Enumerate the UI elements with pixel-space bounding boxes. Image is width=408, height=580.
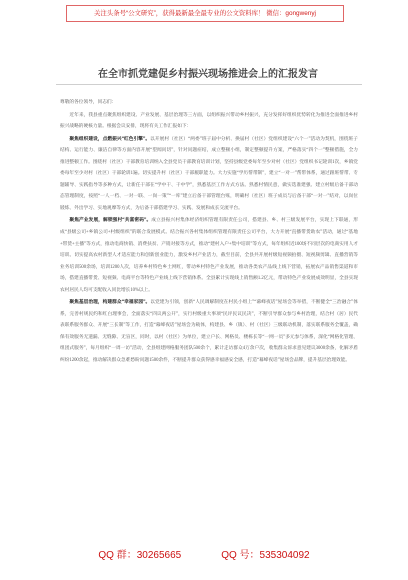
title-divider bbox=[56, 84, 362, 85]
salutation: 尊敬的各位领导，同志们： bbox=[60, 100, 117, 105]
promo-banner-text: 关注头条号“公文研究”，获得最新最全最专业的公文资料库！ 微信：gongwenyj bbox=[94, 10, 316, 17]
paragraph-text: 近年来，我县重点聚焦组织建设、产业发展、基层治理等三方面，以组织振兴带动乡村振兴，充分发挥好组织优势转化为推进全面推进乡村振兴战略的硬核力量。根据会议安排，现将有关工作汇报如下： bbox=[60, 112, 358, 130]
paragraph-industry bbox=[60, 215, 358, 296]
contact-footer bbox=[0, 546, 408, 561]
promo-banner bbox=[66, 5, 344, 22]
paragraph-text: 成立县振兴村集体经济组织管理有限责任公司，搭建县、乡、村三级发展平台，实现上下联通，形成“县级公司+乡镇公司+村级组织”的联合发展模式。结合振兴各村集体组织管理有限责任公司平台，大力开展“直播带货助农”活动，通过“基地+带货+主播”等方式，推动电商快销、消费扶贫、产销对接等方式，推动“建村入户+集中培训”等方式，每年组织近100场不同层次的电商实用人才培训。切实提高农村新型人才适应能力和创新创业能力，激发乡村产业活力，截至目前，全县共开展村级短视频拍摄、短视频剪辑、直播营销等业务培训500余场，培训1200人次，培养乡村特色乡土网红，带动乡村特色产业发展，推动各类农产品线上线下营销，拓展农产品销售渠道和市场，搭建直播带货、短视频、电商平台等特色产业线上线下营销体系。全县累计实现线上销售额1.2亿元，带动特色产业发展成效明显，全县实现农村居民人均可支配收入同比增长10%以上。 bbox=[60, 218, 358, 293]
paragraph-text: 以开展村（社区）“两委”班子届中分析、换届村（社区）党组织建设“六个一”活动为契机，围绕班子结构、运行能力、廉洁自律等方面内容开展“望闻问切”，针对问题症结，成立整顿小组，制定整顿提升方案，严格落实“四个一”整顿措施，全力推进整顿工作。围绕村（社区）干部教育培训纳入全县党员干部教育培训计划，坚持县级党委每年至少对村（社区）党组织书记轮训1次，乡镇党委每年至少对村（社区）干部轮训1遍。切实提升村（社区）干部履职能力。大力实施“学历帮带制”，建立“一对一”帮带体系，通过跟班帮带、专题辅导、实践指导等多种方式，让新任干部在“学中干、干中学”，熟悉基层工作方式方法。熟悉村情民意，做实选准建强、建立村级后备干部动态管理制度，按照“一人一档、一对一联、一岗一策”“一库”建立后备干部管理台账，明确村（社区）班子成员与后备干部“一对一”结对，以岗位锻炼、外出学习、实地观摩等方式，为后备干部搭建学习、实践、发展和成长交流平台。 bbox=[60, 136, 358, 211]
section-heading-governance: 聚焦基层治理，构建群众“幸福家园”。 bbox=[69, 300, 151, 306]
document-body bbox=[60, 97, 358, 367]
paragraph-intro bbox=[60, 110, 358, 133]
page-title: 在全市抓党建促乡村振兴现场推进会上的汇报发言 bbox=[98, 69, 318, 80]
qq-number-text: QQ 号：535304092 bbox=[221, 550, 310, 561]
paragraph-organization bbox=[60, 134, 358, 215]
section-heading-organization: 聚焦组织建设，点燃振兴“红色引擎”。 bbox=[69, 136, 151, 142]
section-heading-industry: 聚焦产业发展，解锁强村“共富密码”。 bbox=[69, 218, 152, 224]
qq-group-text: QQ 群：30265665 bbox=[98, 550, 182, 561]
paragraph-text: 以党建为引领，创新“人民调解制度在村民小组上”“幕峰夜话”屋场会等举措，不断健全“三治融合”体系，完善村规民约和红白理事会，全面落实“四议两公开”，实行村级重大事项“民评民议民决”，不断引导群众参与乡村治理，结合村（居）民代表联系服务群众、开展“三长制”等工作，打造“幕峰夜话”屋场会为载体，构建县、乡（镇）、村（社区）三级联动机制，落实联系服务全覆盖，确保有效服务无遗漏、无缝隙、无盲区，同时，以村（社区）为单位，建立户长、网格员、楼栋长等“一网一员”多元参与体系，深化“网格化管理、组团式服务”，每月组织“一周一访”活动，全县组建网格服务团队500余个，累计走访群众4万余户次，收集群众诉求意见建议3000余条，化解矛盾纠纷1200余起，推动解决群众急难愁盼问题1500余件，不断提升群众获得感幸福感安全感，打造“幕峰夜话”屋场会品牌，提升基层治理效能。 bbox=[60, 300, 358, 364]
paragraph-governance bbox=[60, 297, 358, 366]
